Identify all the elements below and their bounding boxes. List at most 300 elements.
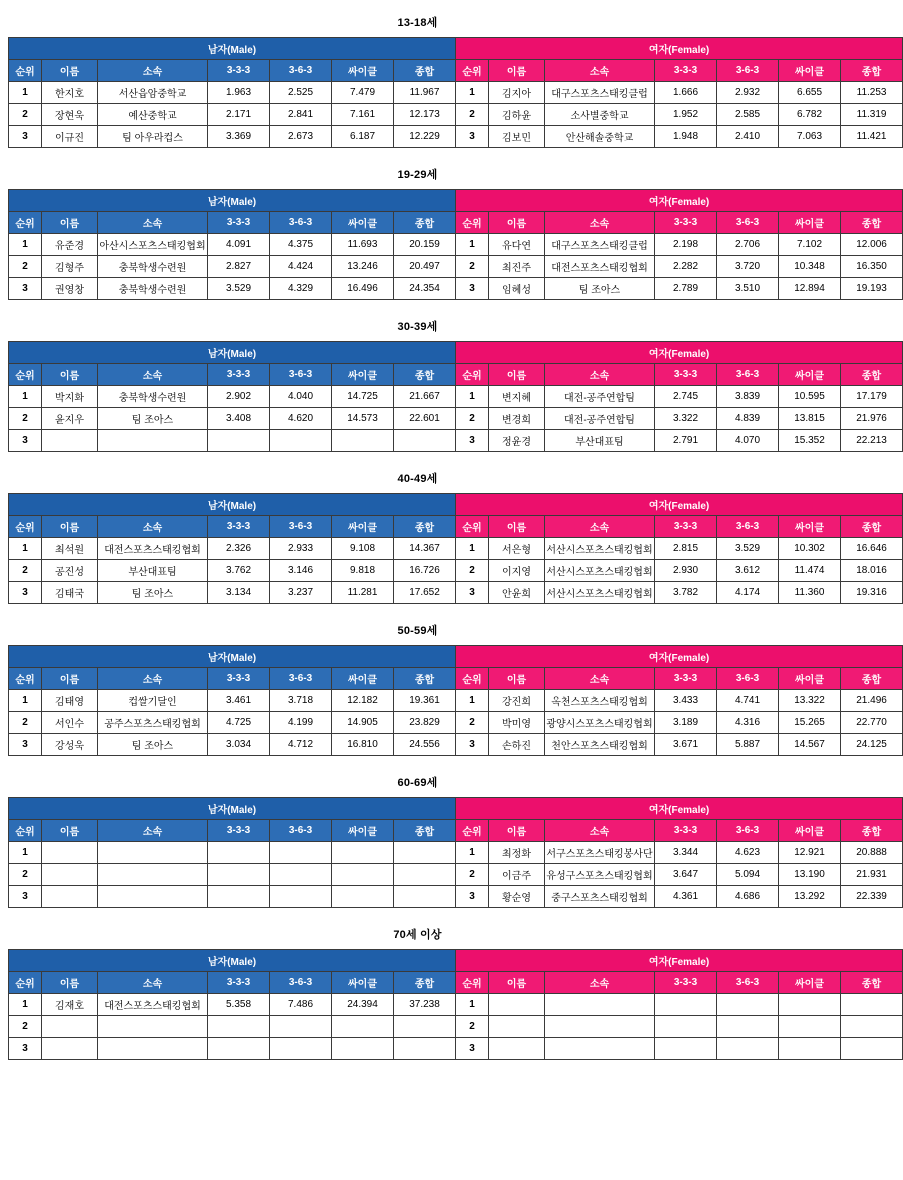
results-table [8,341,903,452]
female-section-header: 여자(Female) [456,950,903,972]
male-section-header: 남자(Male) [9,646,456,668]
cell-female-cycle: 14.567 [779,734,841,756]
column-header-female-cycle: 싸이클 [779,972,841,994]
column-header-male-total: 종합 [394,60,456,82]
cell-female-e363: 4.839 [717,408,779,430]
gender-header-row [9,190,903,212]
column-header-male-name: 이름 [42,972,98,994]
column-header-row [9,212,903,234]
cell-male-name: 공진성 [42,560,98,582]
cell-female-e333: 2.791 [655,430,717,452]
cell-female-cycle: 13.815 [779,408,841,430]
cell-female-team: 서구스포츠스태킹봉사단 [545,842,655,864]
results-table [8,949,903,1060]
cell-female-rank: 1 [456,386,489,408]
cell-female-e333: 3.322 [655,408,717,430]
cell-male-cycle [332,1038,394,1060]
cell-female-team: 대구스포츠스태킹클럽 [545,82,655,104]
column-header-female-name: 이름 [489,820,545,842]
cell-male-e333 [208,864,270,886]
column-header-female-team: 소속 [545,972,655,994]
cell-male-e333: 2.827 [208,256,270,278]
male-section-header: 남자(Male) [9,950,456,972]
cell-male-rank: 2 [9,560,42,582]
cell-male-total [394,886,456,908]
column-header-male-rank: 순위 [9,60,42,82]
table-row [9,126,903,148]
column-header-male-rank: 순위 [9,212,42,234]
cell-male-total: 19.361 [394,690,456,712]
column-header-female-e363: 3-6-3 [717,668,779,690]
cell-male-total: 23.829 [394,712,456,734]
column-header-male-team: 소속 [98,212,208,234]
cell-female-rank: 1 [456,538,489,560]
cell-female-e363: 4.623 [717,842,779,864]
cell-female-total: 22.770 [841,712,903,734]
column-header-male-rank: 순위 [9,516,42,538]
results-table [8,645,903,756]
cell-male-e363: 2.673 [270,126,332,148]
column-header-female-e363: 3-6-3 [717,516,779,538]
cell-male-e333 [208,842,270,864]
column-header-male-cycle: 싸이클 [332,60,394,82]
cell-female-total: 16.646 [841,538,903,560]
cell-female-total: 21.931 [841,864,903,886]
table-row [9,1038,903,1060]
cell-male-team: 팀 조아스 [98,582,208,604]
cell-male-rank: 2 [9,712,42,734]
cell-male-team [98,1038,208,1060]
cell-female-team: 소사별중학교 [545,104,655,126]
cell-female-e333: 2.198 [655,234,717,256]
cell-male-e333: 3.461 [208,690,270,712]
cell-male-e363: 2.525 [270,82,332,104]
cell-male-e333 [208,1016,270,1038]
column-header-male-cycle: 싸이클 [332,212,394,234]
cell-male-e333: 3.408 [208,408,270,430]
male-section-header: 남자(Male) [9,798,456,820]
column-header-female-cycle: 싸이클 [779,516,841,538]
age-group [8,312,887,452]
column-header-female-cycle: 싸이클 [779,668,841,690]
column-header-female-total: 종합 [841,60,903,82]
cell-female-e363 [717,994,779,1016]
cell-male-e333: 1.963 [208,82,270,104]
column-header-female-rank: 순위 [456,60,489,82]
male-section-header: 남자(Male) [9,342,456,364]
column-header-female-e363: 3-6-3 [717,212,779,234]
column-header-male-e363: 3-6-3 [270,972,332,994]
column-header-male-e333: 3-3-3 [208,820,270,842]
cell-male-rank: 1 [9,994,42,1016]
column-header-male-name: 이름 [42,364,98,386]
cell-male-rank: 1 [9,842,42,864]
cell-male-name [42,842,98,864]
cell-female-e333: 2.930 [655,560,717,582]
cell-male-team: 예산중학교 [98,104,208,126]
cell-male-total: 22.601 [394,408,456,430]
cell-male-name: 권영창 [42,278,98,300]
cell-female-rank: 1 [456,842,489,864]
cell-female-rank: 1 [456,994,489,1016]
female-section-header: 여자(Female) [456,798,903,820]
column-header-male-name: 이름 [42,820,98,842]
column-header-female-rank: 순위 [456,972,489,994]
column-header-male-e363: 3-6-3 [270,820,332,842]
cell-male-e363 [270,1038,332,1060]
cell-female-cycle: 12.921 [779,842,841,864]
cell-male-total: 12.229 [394,126,456,148]
cell-female-e363: 2.410 [717,126,779,148]
cell-male-total: 12.173 [394,104,456,126]
gender-header-row [9,798,903,820]
column-header-row [9,972,903,994]
cell-male-e363: 7.486 [270,994,332,1016]
cell-female-total: 12.006 [841,234,903,256]
column-header-male-rank: 순위 [9,972,42,994]
cell-male-e333: 4.091 [208,234,270,256]
cell-male-total: 20.159 [394,234,456,256]
column-header-row [9,364,903,386]
cell-female-name: 유다연 [489,234,545,256]
cell-male-name: 장현욱 [42,104,98,126]
cell-male-e333: 3.369 [208,126,270,148]
column-header-male-e333: 3-3-3 [208,516,270,538]
cell-female-rank: 3 [456,1038,489,1060]
column-header-male-cycle: 싸이클 [332,668,394,690]
cell-male-rank: 3 [9,430,42,452]
cell-female-e363: 2.932 [717,82,779,104]
column-header-male-team: 소속 [98,516,208,538]
cell-male-cycle: 6.187 [332,126,394,148]
cell-female-name: 임혜성 [489,278,545,300]
table-row [9,234,903,256]
cell-female-cycle: 12.894 [779,278,841,300]
cell-female-e333: 1.952 [655,104,717,126]
cell-male-rank: 2 [9,256,42,278]
gender-header-row [9,494,903,516]
table-row [9,538,903,560]
cell-male-e363 [270,842,332,864]
cell-female-cycle: 6.782 [779,104,841,126]
cell-male-total [394,430,456,452]
cell-female-name: 변경희 [489,408,545,430]
cell-female-e363: 2.706 [717,234,779,256]
cell-female-total: 24.125 [841,734,903,756]
cell-male-name: 이규진 [42,126,98,148]
column-header-female-e333: 3-3-3 [655,60,717,82]
column-header-female-name: 이름 [489,972,545,994]
column-header-male-total: 종합 [394,668,456,690]
column-header-male-total: 종합 [394,972,456,994]
cell-male-e333: 5.358 [208,994,270,1016]
cell-female-e333: 1.666 [655,82,717,104]
table-row [9,408,903,430]
gender-header-row [9,38,903,60]
cell-female-e363: 4.741 [717,690,779,712]
female-section-header: 여자(Female) [456,494,903,516]
cell-female-e333: 2.815 [655,538,717,560]
cell-male-team: 팀 조아스 [98,408,208,430]
cell-female-e333: 1.948 [655,126,717,148]
cell-female-e363: 5.887 [717,734,779,756]
column-header-female-total: 종합 [841,972,903,994]
cell-male-e333: 3.762 [208,560,270,582]
cell-female-e333: 3.189 [655,712,717,734]
cell-male-cycle: 12.182 [332,690,394,712]
cell-male-team: 충북학생수련원 [98,278,208,300]
column-header-female-rank: 순위 [456,364,489,386]
cell-female-total [841,1016,903,1038]
cell-female-total [841,1038,903,1060]
cell-female-team [545,1038,655,1060]
column-header-female-total: 종합 [841,364,903,386]
table-row [9,864,903,886]
cell-female-cycle: 13.322 [779,690,841,712]
cell-male-cycle: 16.810 [332,734,394,756]
cell-male-e363: 2.841 [270,104,332,126]
cell-male-team [98,842,208,864]
cell-female-e363 [717,1038,779,1060]
column-header-female-cycle: 싸이클 [779,820,841,842]
cell-male-e333: 3.134 [208,582,270,604]
cell-female-name: 이지영 [489,560,545,582]
age-group-title: 50-59세 [397,625,438,637]
table-row [9,560,903,582]
column-header-male-name: 이름 [42,668,98,690]
cell-male-team [98,430,208,452]
cell-female-name: 김하윤 [489,104,545,126]
cell-female-e363: 5.094 [717,864,779,886]
cell-male-rank: 3 [9,582,42,604]
cell-female-e333 [655,1038,717,1060]
cell-male-team: 충북학생수련원 [98,256,208,278]
cell-male-e363: 4.620 [270,408,332,430]
column-header-female-total: 종합 [841,668,903,690]
cell-male-e363: 4.040 [270,386,332,408]
column-header-female-team: 소속 [545,364,655,386]
cell-female-e363: 3.612 [717,560,779,582]
cell-male-cycle: 24.394 [332,994,394,1016]
cell-female-e333 [655,1016,717,1038]
column-header-female-rank: 순위 [456,516,489,538]
cell-female-e363: 2.585 [717,104,779,126]
cell-male-total: 37.238 [394,994,456,1016]
table-row [9,582,903,604]
column-header-female-e333: 3-3-3 [655,212,717,234]
cell-female-rank: 3 [456,734,489,756]
column-header-male-e333: 3-3-3 [208,212,270,234]
cell-female-e333: 2.745 [655,386,717,408]
cell-female-e363: 3.720 [717,256,779,278]
column-header-male-e363: 3-6-3 [270,516,332,538]
cell-male-e333: 3.034 [208,734,270,756]
cell-female-e333: 3.344 [655,842,717,864]
age-group-list [8,8,887,1060]
column-header-female-cycle: 싸이클 [779,212,841,234]
cell-male-cycle [332,430,394,452]
cell-male-e363 [270,1016,332,1038]
cell-male-e363 [270,864,332,886]
column-header-female-rank: 순위 [456,212,489,234]
age-group-title: 19-29세 [397,169,438,181]
age-group [8,8,887,148]
column-header-female-cycle: 싸이클 [779,60,841,82]
cell-female-cycle: 11.474 [779,560,841,582]
cell-male-total: 21.667 [394,386,456,408]
cell-female-cycle: 7.102 [779,234,841,256]
table-row [9,104,903,126]
cell-female-name: 최정화 [489,842,545,864]
cell-female-team: 서산시스포츠스태킹협회 [545,582,655,604]
column-header-male-team: 소속 [98,668,208,690]
cell-female-name: 이금주 [489,864,545,886]
cell-female-total: 11.253 [841,82,903,104]
cell-female-team [545,994,655,1016]
cell-male-rank: 3 [9,1038,42,1060]
column-header-female-e333: 3-3-3 [655,820,717,842]
column-header-male-e363: 3-6-3 [270,60,332,82]
column-header-male-total: 종합 [394,212,456,234]
column-header-female-e333: 3-3-3 [655,972,717,994]
column-header-female-e333: 3-3-3 [655,364,717,386]
cell-male-rank: 3 [9,278,42,300]
cell-female-name: 서은형 [489,538,545,560]
column-header-male-e333: 3-3-3 [208,364,270,386]
cell-male-e363 [270,886,332,908]
cell-female-total: 21.976 [841,408,903,430]
cell-female-rank: 3 [456,886,489,908]
cell-male-team: 컵쌀기달인 [98,690,208,712]
cell-female-total: 16.350 [841,256,903,278]
results-table [8,493,903,604]
table-row [9,690,903,712]
cell-female-team: 부산대표팀 [545,430,655,452]
cell-female-team: 중구스포츠스태킹협회 [545,886,655,908]
cell-female-e333: 2.282 [655,256,717,278]
column-header-female-cycle: 싸이클 [779,364,841,386]
cell-male-e333: 4.725 [208,712,270,734]
cell-male-e333: 2.171 [208,104,270,126]
cell-male-total [394,842,456,864]
cell-female-cycle: 6.655 [779,82,841,104]
cell-female-rank: 3 [456,126,489,148]
cell-female-team: 유성구스포츠스태킹협회 [545,864,655,886]
cell-female-total: 11.319 [841,104,903,126]
cell-male-total [394,1038,456,1060]
column-header-row [9,820,903,842]
cell-female-e363: 4.070 [717,430,779,452]
table-row [9,430,903,452]
column-header-female-e363: 3-6-3 [717,364,779,386]
column-header-female-team: 소속 [545,212,655,234]
cell-male-name: 한지호 [42,82,98,104]
cell-male-team: 팀 조아스 [98,734,208,756]
cell-male-rank: 2 [9,408,42,430]
cell-female-rank: 2 [456,256,489,278]
cell-female-team: 대전-공주연합팀 [545,386,655,408]
column-header-female-total: 종합 [841,212,903,234]
cell-female-e333: 3.433 [655,690,717,712]
cell-male-e363: 3.146 [270,560,332,582]
cell-female-cycle: 11.360 [779,582,841,604]
column-header-female-e363: 3-6-3 [717,60,779,82]
column-header-female-total: 종합 [841,820,903,842]
cell-female-e363 [717,1016,779,1038]
column-header-male-e333: 3-3-3 [208,60,270,82]
table-row [9,712,903,734]
cell-female-cycle: 15.352 [779,430,841,452]
cell-male-total: 16.726 [394,560,456,582]
cell-female-name: 변지혜 [489,386,545,408]
table-row [9,842,903,864]
cell-male-team [98,886,208,908]
cell-female-total: 19.193 [841,278,903,300]
cell-female-total: 18.016 [841,560,903,582]
cell-male-cycle: 14.725 [332,386,394,408]
table-row [9,386,903,408]
cell-male-name: 최석원 [42,538,98,560]
cell-male-name [42,1016,98,1038]
column-header-female-team: 소속 [545,516,655,538]
column-header-male-cycle: 싸이클 [332,364,394,386]
cell-female-rank: 2 [456,864,489,886]
cell-female-e363: 4.316 [717,712,779,734]
results-table [8,189,903,300]
column-header-male-cycle: 싸이클 [332,972,394,994]
cell-male-team [98,1016,208,1038]
column-header-female-team: 소속 [545,820,655,842]
column-header-male-cycle: 싸이클 [332,516,394,538]
cell-female-e333: 3.647 [655,864,717,886]
column-header-male-name: 이름 [42,60,98,82]
cell-male-rank: 1 [9,234,42,256]
cell-male-e363 [270,430,332,452]
age-group [8,616,887,756]
results-table [8,797,903,908]
cell-female-team: 팀 조아스 [545,278,655,300]
cell-female-team: 서산시스포츠스태킹협회 [545,538,655,560]
cell-female-cycle [779,1038,841,1060]
column-header-male-cycle: 싸이클 [332,820,394,842]
cell-male-team: 서산읍암중학교 [98,82,208,104]
column-header-male-e333: 3-3-3 [208,668,270,690]
cell-male-e363: 4.375 [270,234,332,256]
table-row [9,278,903,300]
cell-male-cycle: 16.496 [332,278,394,300]
cell-female-total: 21.496 [841,690,903,712]
cell-female-name [489,1038,545,1060]
cell-male-team: 대전스포츠스태킹협회 [98,994,208,1016]
cell-male-rank: 2 [9,1016,42,1038]
cell-female-rank: 2 [456,104,489,126]
cell-male-e363: 4.712 [270,734,332,756]
female-section-header: 여자(Female) [456,646,903,668]
column-header-female-e363: 3-6-3 [717,820,779,842]
cell-male-total: 11.967 [394,82,456,104]
cell-male-name: 김태국 [42,582,98,604]
column-header-female-team: 소속 [545,60,655,82]
cell-female-name: 황순영 [489,886,545,908]
cell-male-name: 김태영 [42,690,98,712]
cell-male-cycle: 14.573 [332,408,394,430]
cell-male-name [42,430,98,452]
cell-female-cycle: 13.190 [779,864,841,886]
cell-male-name: 김재호 [42,994,98,1016]
cell-male-name [42,1038,98,1060]
cell-male-rank: 2 [9,104,42,126]
table-row [9,886,903,908]
